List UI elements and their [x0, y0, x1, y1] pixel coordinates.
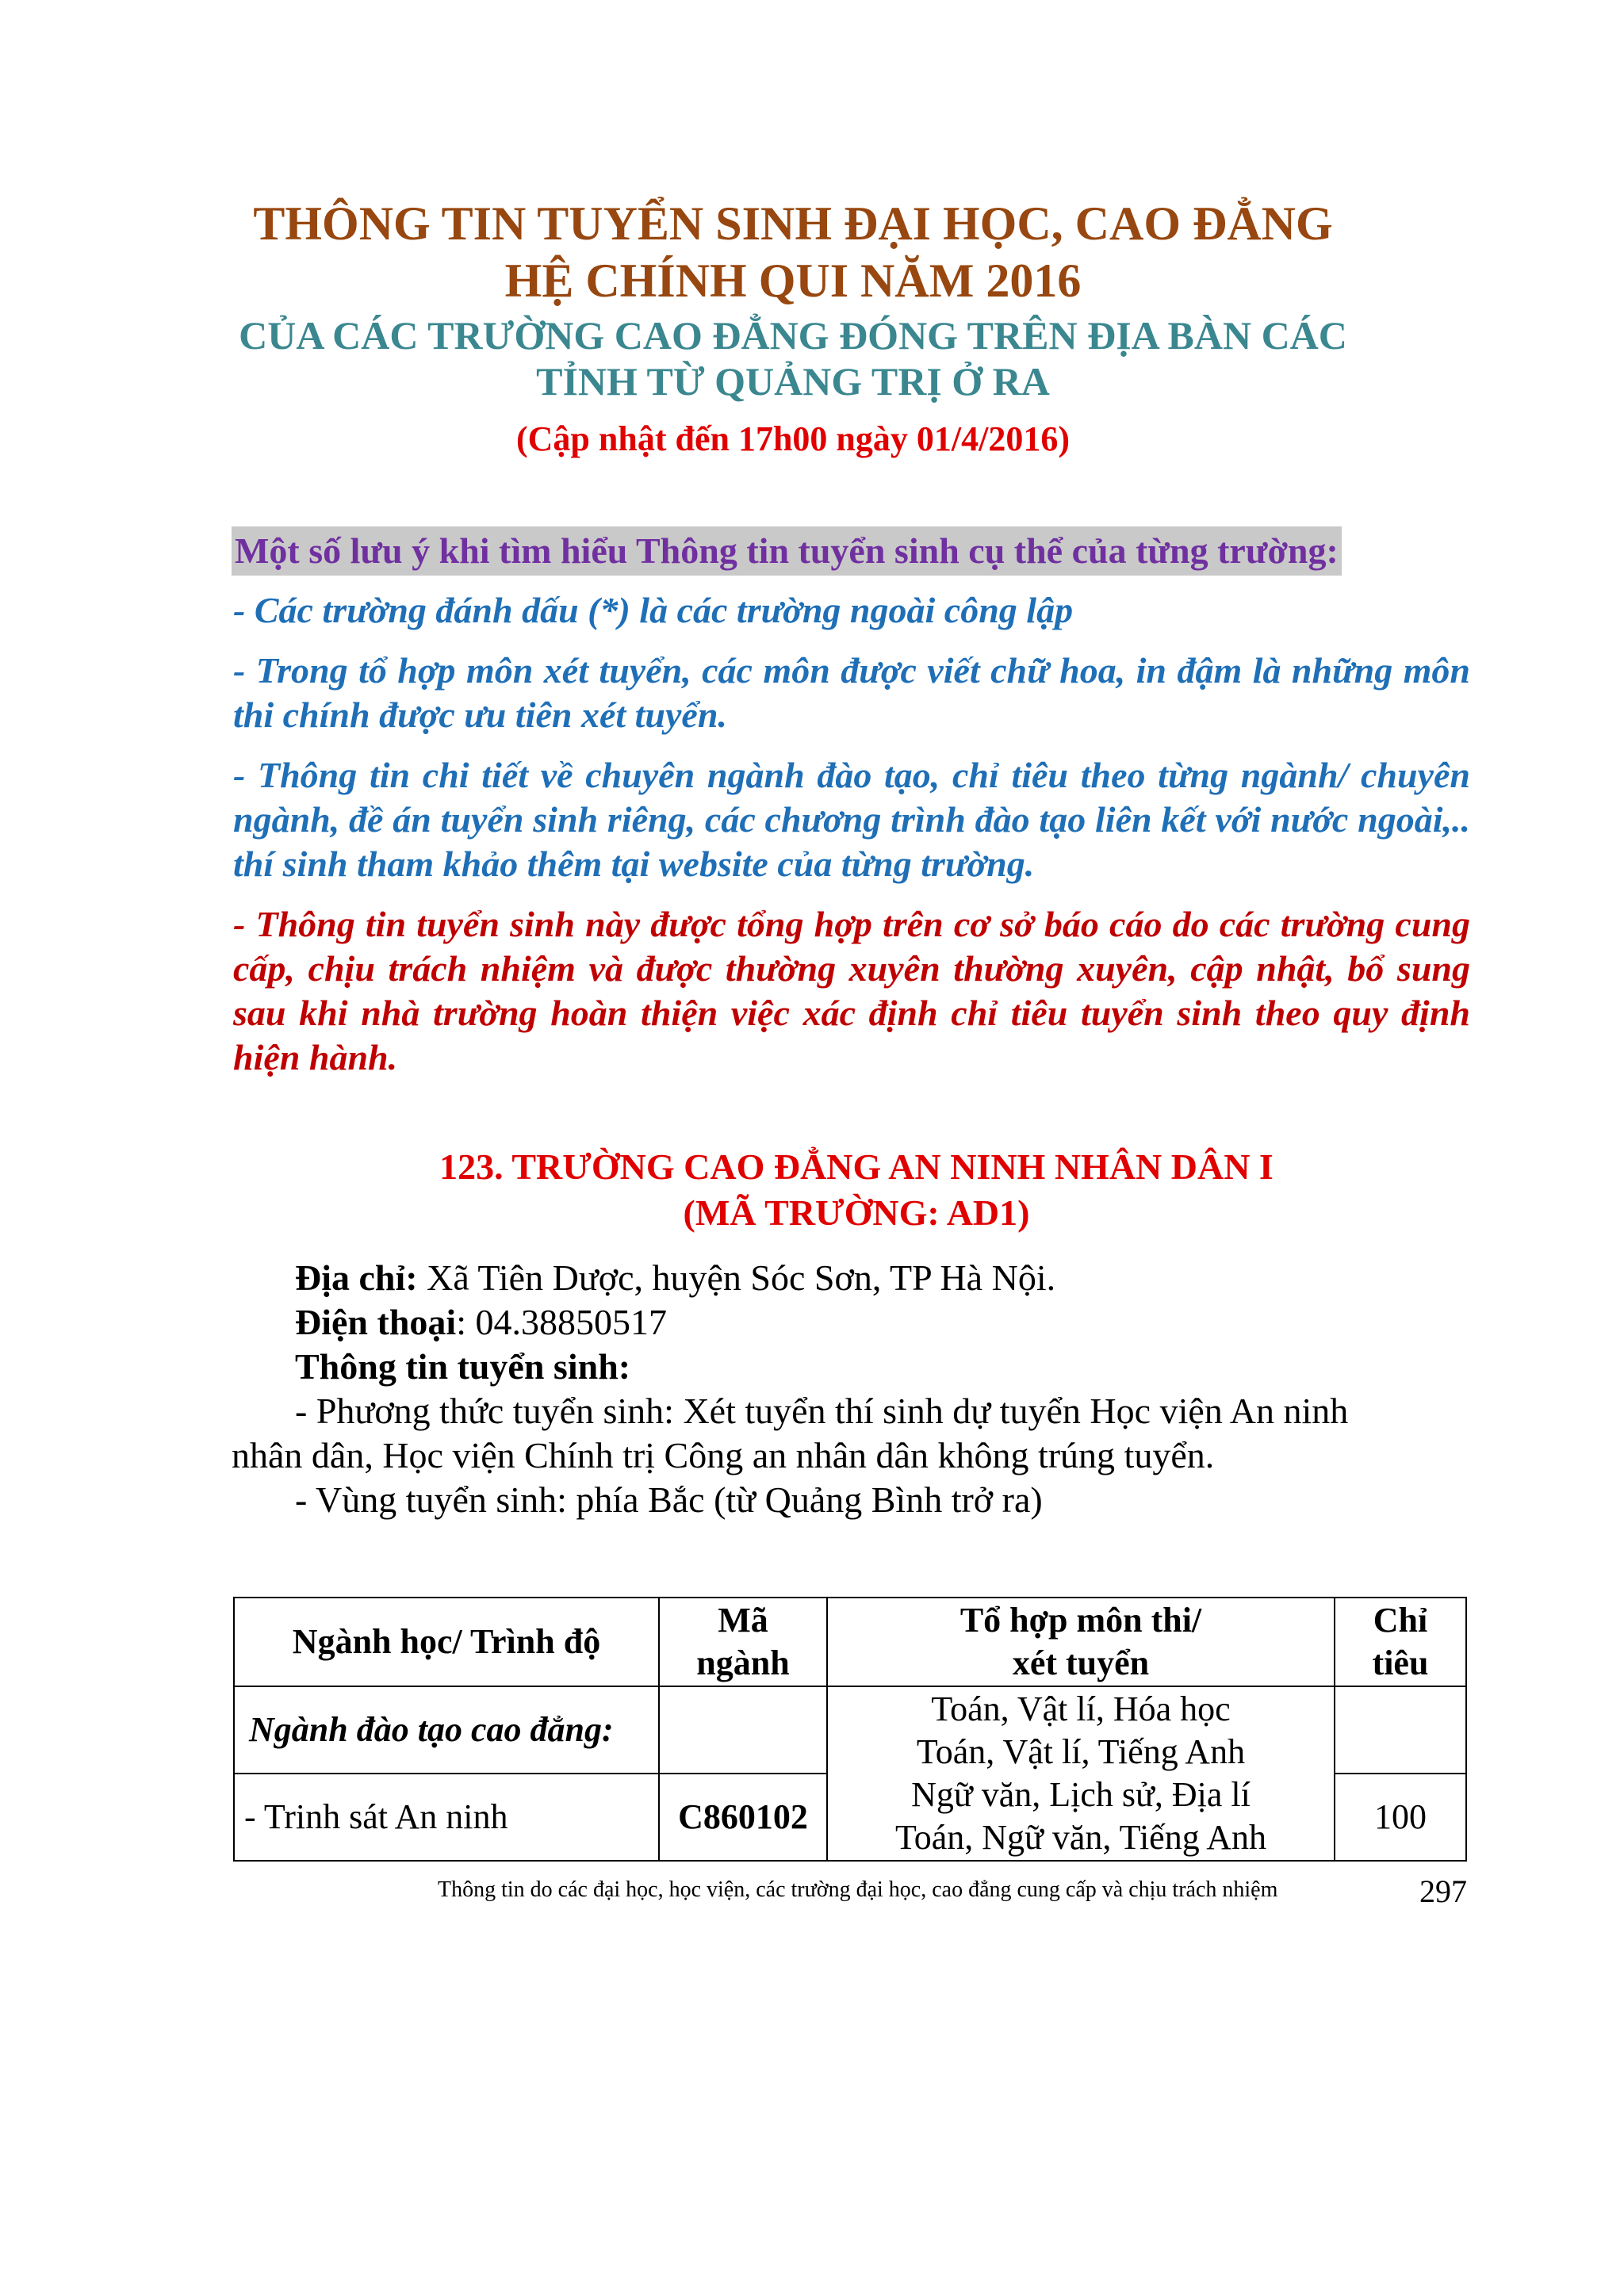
page-title-line2: HỆ CHÍNH QUI NĂM 2016	[504, 254, 1082, 307]
admission-info-label-text: Thông tin tuyển sinh:	[295, 1346, 631, 1387]
admission-method-line2: nhân dân, Học viện Chính trị Công an nhân dân không trúng tuyển.	[232, 1435, 1215, 1475]
footer-note: Thông tin do các đại học, học viện, các trường đại học, cao đẳng cung cấp và chịu trách nhiệm	[438, 1877, 1278, 1902]
address-label: Địa chỉ:	[295, 1257, 418, 1298]
school-name: 123. TRƯỜNG CAO ĐẲNG AN NINH NHÂN DÂN I	[439, 1146, 1274, 1187]
combo-item: Ngữ văn, Lịch sử, Địa lí	[911, 1775, 1251, 1814]
phone-value: : 04.38850517	[456, 1302, 667, 1342]
header-quota-line1: Chỉ	[1373, 1601, 1428, 1640]
header-code	[659, 1598, 827, 1686]
combo-item: Toán, Ngữ văn, Tiếng Anh	[894, 1818, 1267, 1857]
header-major: Ngành học/ Trình độ	[234, 1598, 659, 1686]
note-item-disclaimer: - Thông tin tuyển sinh này được tổng hợp trên cơ sở báo cáo do các trường cung cấp, chịu trách nhiệm và được thường xuyên thường xuyên, cập nhật, bổ sung sau khi nhà trường hoàn thiện việc xác định chỉ tiêu tuyển sinh theo quy định hiện hành.	[233, 904, 1470, 1077]
group-quota-cell	[1335, 1686, 1466, 1774]
header-combo	[827, 1598, 1335, 1686]
header-quota-line2: tiêu	[1372, 1644, 1429, 1682]
school-code: (MÃ TRƯỜNG: AD1)	[683, 1192, 1030, 1233]
notes-heading: Một số lưu ý khi tìm hiểu Thông tin tuyển sinh cụ thể của từng trường:	[232, 526, 1342, 576]
combo-item: Toán, Vật lí, Hóa học	[931, 1689, 1231, 1728]
combo-cell	[827, 1686, 1335, 1861]
group-code-cell	[659, 1686, 827, 1774]
note-item-private-schools: - Các trường đánh dấu (*) là các trường ngoài công lập	[233, 590, 1074, 630]
page-subtitle-line1: CỦA CÁC TRƯỜNG CAO ĐẲNG ĐÓNG TRÊN ĐỊA BÀN CÁC	[239, 313, 1347, 358]
admission-region: - Vùng tuyển sinh: phía Bắc (từ Quảng Bình trở ra)	[295, 1479, 1043, 1520]
update-notice: (Cập nhật đến 17h00 ngày 01/4/2016)	[515, 419, 1070, 458]
phone-label: Điện thoại	[295, 1302, 457, 1342]
group-label-cell: Ngành đào tạo cao đẳng:	[234, 1686, 659, 1774]
address-value: Xã Tiên Dược, huyện Sóc Sơn, TP Hà Nội.	[417, 1257, 1056, 1298]
header-combo-line2: xét tuyển	[1012, 1644, 1150, 1682]
header-combo-line1: Tổ hợp môn thi/	[959, 1601, 1202, 1640]
table-row	[234, 1686, 1466, 1774]
note-item-details: - Thông tin chi tiết về chuyên ngành đào tạo, chỉ tiêu theo từng ngành/ chuyên ngành, đề án tuyển sinh riêng, các chương trình đào tạo liên kết với nước ngoài,.. thí sinh tham khảo thêm tại website của từng trường.	[233, 755, 1470, 884]
admission-info-label	[295, 1345, 630, 1389]
admission-table	[233, 1597, 1467, 1862]
header-code-line1: Mã	[718, 1601, 768, 1640]
major-cell: - Trinh sát An ninh	[234, 1774, 659, 1861]
school-phone	[295, 1300, 667, 1345]
admission-method-line1: - Phương thức tuyển sinh: Xét tuyển thí sinh dự tuyển Học viện An ninh	[295, 1391, 1349, 1431]
table-header-row	[234, 1598, 1466, 1686]
page-number: 297	[1419, 1873, 1467, 1909]
header-code-line2: ngành	[696, 1644, 790, 1682]
page-subtitle-line2: TỈNH TỪ QUẢNG TRỊ Ở RA	[536, 359, 1050, 404]
school-address	[295, 1256, 1055, 1300]
major-code-cell: C860102	[659, 1774, 827, 1861]
note-item-subject-combos: - Trong tổ hợp môn xét tuyển, các môn được viết chữ hoa, in đậm là những môn thi chính được ưu tiên xét tuyển.	[233, 650, 1470, 735]
quota-cell: 100	[1335, 1774, 1466, 1861]
header-quota	[1335, 1598, 1466, 1686]
combo-item: Toán, Vật lí, Tiếng Anh	[916, 1732, 1246, 1771]
page-title-line1: THÔNG TIN TUYỂN SINH ĐẠI HỌC, CAO ĐẲNG	[253, 197, 1333, 250]
